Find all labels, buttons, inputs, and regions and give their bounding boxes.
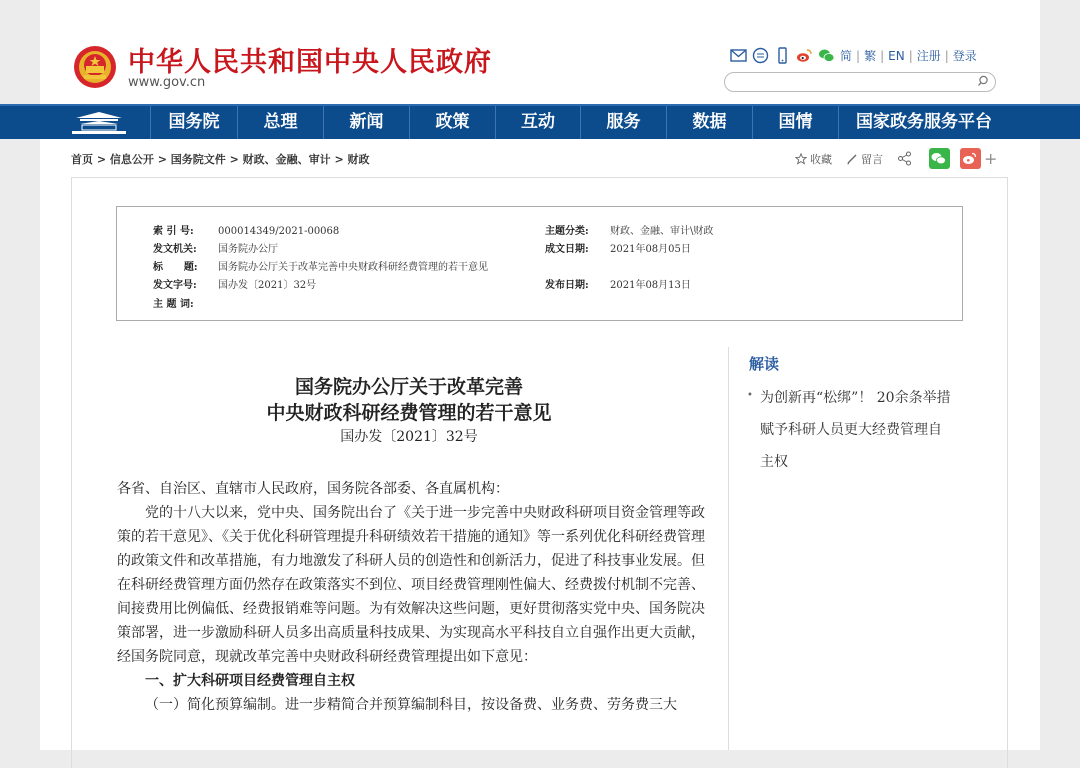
meta-issuer: 发文机关: 国务院办公厅 — [153, 244, 278, 255]
weibo-icon[interactable] — [796, 47, 813, 64]
sidebar-title: 解读 — [749, 355, 780, 373]
weibo-icon — [962, 152, 977, 165]
sidebar-link[interactable] — [747, 382, 952, 478]
section-heading: 一、扩大科研项目经费管理自主权 — [145, 673, 355, 689]
nav-item-service-platform[interactable]: 国家政务服务平台 — [838, 106, 1009, 139]
meta-subject: 主 题 词: — [153, 299, 194, 310]
meta-topic: 主题分类: 财政、金融、审计\财政 — [545, 226, 714, 237]
link-separator: | — [908, 48, 913, 63]
bullet-icon: • — [747, 390, 753, 401]
search-input[interactable] — [724, 72, 996, 92]
nav-items — [150, 106, 1009, 139]
comment-label: 留言 — [861, 152, 883, 166]
search-icon[interactable] — [977, 75, 989, 87]
mobile-icon[interactable] — [774, 47, 791, 64]
article-title-line1: 国务院办公厅关于改革完善 — [294, 376, 523, 398]
link-separator: | — [856, 48, 861, 63]
sidebar-link-text[interactable]: 为创新再“松绑”！ 20余条举措赋予科研人员更大经费管理自主权 — [760, 390, 951, 470]
breadcrumb[interactable]: 首页 > 信息公开 > 国务院文件 > 财政、金融、审计 > 财政 — [71, 153, 370, 166]
meta-created: 成文日期: 2021年08月05日 — [545, 244, 691, 255]
share-button[interactable] — [897, 151, 915, 166]
page — [40, 0, 1040, 750]
share-icon — [897, 151, 912, 166]
document-meta-table — [116, 206, 963, 321]
article-title-line2: 中央财政科研经费管理的若干意见 — [266, 402, 552, 424]
nav-item-service[interactable]: 服务 — [580, 106, 666, 139]
nav-item-policy[interactable]: 政策 — [409, 106, 495, 139]
link-separator: | — [944, 48, 949, 63]
pencil-icon — [846, 153, 858, 165]
meta-title: 标 题: 国务院办公厅关于改革完善中央财政科研经费管理的若干意见 — [153, 262, 488, 273]
nav-item-data[interactable]: 数据 — [666, 106, 752, 139]
traditional-link[interactable]: 繁 — [864, 49, 877, 63]
register-link[interactable]: 注册 — [916, 49, 941, 63]
login-link[interactable]: 登录 — [952, 49, 977, 63]
wechat-icon[interactable] — [818, 47, 835, 64]
link-separator: | — [880, 48, 885, 63]
comment-button[interactable] — [846, 151, 883, 167]
salutation: 各省、自治区、直辖市人民政府，国务院各部委、各直属机构： — [117, 481, 509, 497]
favorite-button[interactable] — [795, 151, 832, 167]
nav-item-state-council[interactable]: 国务院 — [150, 106, 237, 139]
wechat-share-button[interactable] — [929, 148, 950, 169]
star-icon — [795, 153, 807, 165]
email-icon[interactable] — [730, 47, 747, 64]
meta-index: 索 引 号: 000014349/2021-00068 — [153, 226, 340, 237]
wechat-icon — [931, 152, 946, 165]
main-nav — [0, 104, 1080, 139]
weibo-share-button[interactable] — [960, 148, 981, 169]
site-url[interactable]: www.gov.cn — [128, 75, 206, 90]
article-tools — [795, 148, 997, 169]
site-title[interactable]: 中华人民共和国中央人民政府 — [128, 47, 492, 78]
paragraph: （一）简化预算编制。进一步精简合并预算编制科目，按设备费、业务费、劳务费三大 — [145, 697, 677, 713]
english-link[interactable]: EN — [888, 48, 905, 63]
meta-docno: 发文字号: 国办发〔2021〕32号 — [153, 280, 317, 291]
article-body — [117, 477, 710, 717]
nav-item-news[interactable]: 新闻 — [323, 106, 409, 139]
more-share-button[interactable]: + — [984, 149, 998, 168]
message-icon[interactable] — [752, 47, 769, 64]
article-doc-number: 国办发〔2021〕32号 — [340, 429, 478, 445]
national-emblem-icon — [72, 44, 118, 90]
top-tools — [730, 47, 977, 64]
home-gate-icon[interactable] — [70, 111, 128, 135]
meta-published: 发布日期: 2021年08月13日 — [545, 280, 691, 291]
interpretation-sidebar — [728, 347, 969, 750]
nav-item-premier[interactable]: 总理 — [237, 106, 323, 139]
nav-item-interaction[interactable]: 互动 — [495, 106, 580, 139]
favorite-label: 收藏 — [810, 152, 832, 166]
paragraph: 党的十八大以来，党中央、国务院出台了《关于进一步完善中央财政科研项目资金管理等政策的若干意见》、《关于优化科研管理提升科研绩效若干措施的通知》等一系列优化科研经费管理的政策文件和改革措施，有力地激发了科研人员的创造性和创新活力，促进了科技事业发展。但在科研经费管理方面仍然存在政策落实不到位、项目经费管理刚性偏大、经费拨付机制不完善、间接费用比例偏低、经费报销难等问题。为有效解决这些问题，更好贯彻落实党中央、国务院决策部署，进一步激励科研人员多出高质量科技成果、为实现高水平科技自立自强作出更大贡献，经国务院同意，现就改革完善中央财政科研经费管理提出如下意见： — [117, 505, 705, 665]
nav-item-national-info[interactable]: 国情 — [752, 106, 838, 139]
simplified-link[interactable]: 简 — [840, 49, 853, 63]
